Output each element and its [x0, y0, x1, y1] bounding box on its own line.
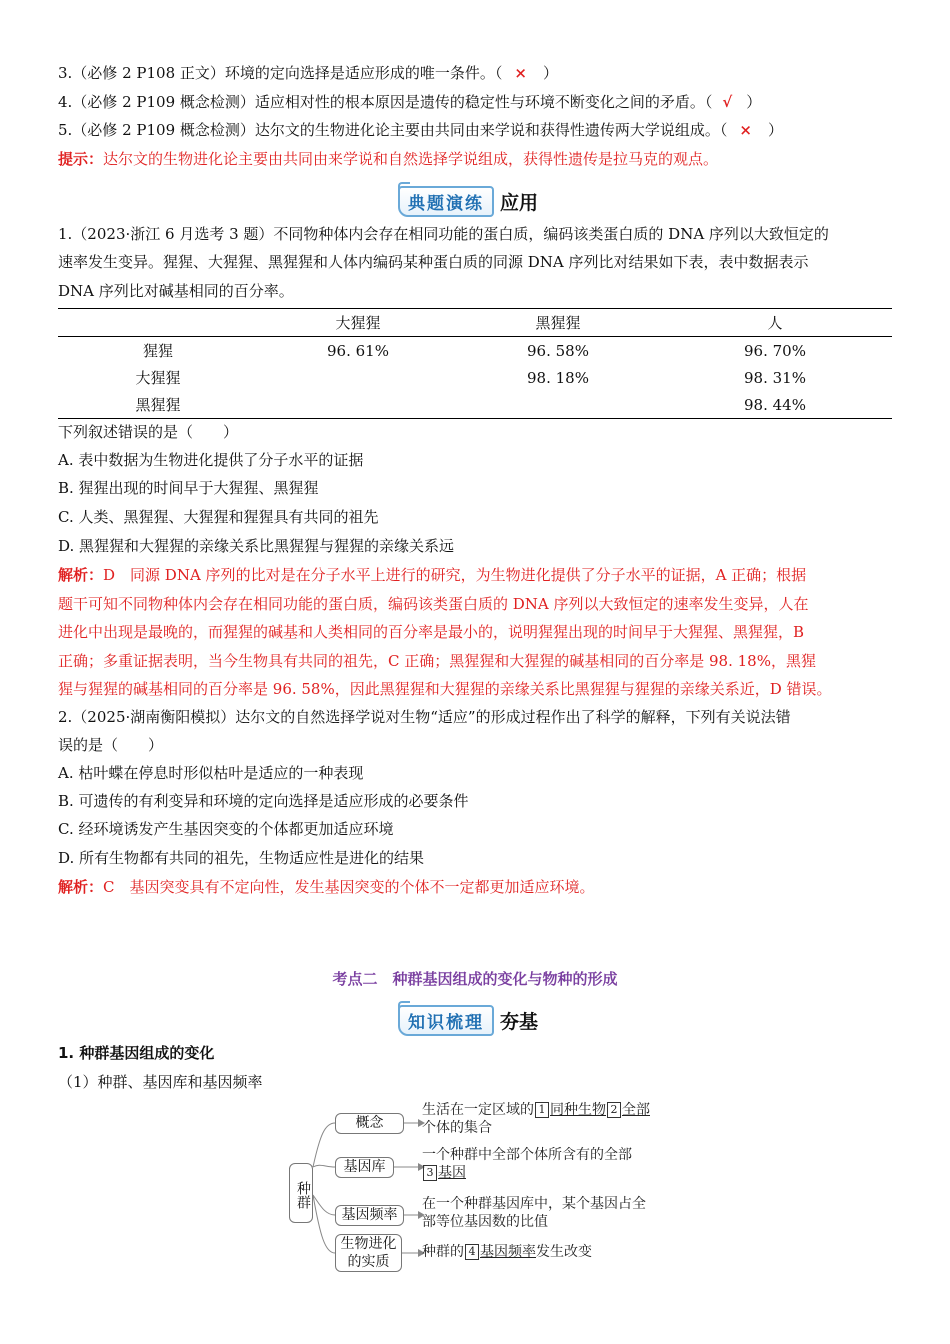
review-item-4: 4.（必修 2 P109 概念检测）适应相对性的根本原因是遗传的稳定性与环境不断变化之间的矛盾。（ √ ）	[58, 93, 762, 111]
table-cell: 98. 44%	[658, 391, 892, 419]
q1-analysis-line-5: 猩与猩猩的碱基相同的百分率是 96. 58%，因此黑猩猩和大猩猩的亲缘关系比黑猩猩与猩猩的亲缘关系近，D 错误。	[58, 680, 832, 698]
table-cell: 黑猩猩	[58, 391, 258, 419]
cross-mark: ×	[739, 121, 752, 139]
diagram-desc-evolution-essence: 种群的 4 基因频率发生改变	[422, 1244, 592, 1260]
q2-line-2: 误的是（ ）	[58, 736, 164, 754]
diagram-node-concept: 概念	[335, 1113, 404, 1134]
q2-line-1: 2.（2025·湖南衡阳模拟）达尔文的自然选择学说对生物“适应”的形成过程作出了科学的解释，下列有关说法错	[58, 708, 791, 726]
subheading-population: （1）种群、基因库和基因频率	[58, 1073, 263, 1091]
diagram-node-gene-pool: 基因库	[335, 1157, 394, 1178]
table-row	[58, 364, 892, 391]
q1-line-1: 1.（2023·浙江 6 月选考 3 题）不同物种体内会存在相同功能的蛋白质，编码该类蛋白质的 DNA 序列以大致恒定的	[58, 225, 829, 243]
dna-comparison-table	[58, 308, 892, 419]
diagram-node-gene-frequency: 基因频率	[335, 1205, 404, 1226]
table-cell: 大猩猩	[135, 369, 181, 387]
table-cell: 猩猩	[142, 342, 173, 360]
table-cell: 96. 61%	[327, 341, 389, 360]
table-row	[58, 337, 892, 365]
table-header-cell: 黑猩猩	[458, 309, 658, 337]
table-header-row	[58, 309, 892, 337]
q1-analysis-line-1: 解析：D 同源 DNA 序列的比对是在分子水平上进行的研究，为生物进化提供了分子水平的证据，A 正确；根据	[58, 566, 807, 584]
table-cell	[258, 364, 458, 391]
q1-analysis-line-2: 题干可知不同物种体内会存在相同功能的蛋白质，编码该类蛋白质的 DNA 序列以大致恒定的速率发生变异，人在	[58, 595, 809, 613]
diagram-node-evolution-essence: 生物进化的实质	[335, 1234, 402, 1272]
banner-knowledge-label: 知识梳理	[398, 1005, 494, 1036]
heading-gene-composition: 1. 种群基因组成的变化	[58, 1044, 215, 1062]
concept-diagram	[280, 1095, 680, 1285]
table-row	[58, 391, 892, 419]
q2-option-b: B. 可遗传的有利变异和环境的定向选择是适应形成的必要条件	[58, 792, 469, 810]
q1-option-c: C. 人类、黑猩猩、大猩猩和猩猩具有共同的祖先	[58, 508, 379, 526]
diagram-desc-gene-frequency: 在一个种群基因库中，某个基因占全 部等位基因数的比值	[422, 1196, 646, 1230]
q1-analysis-line-4: 正确；多重证据表明，当今生物具有共同的祖先，C 正确；黑猩猩和大猩猩的碱基相同的百分率是 98. 18%，黑猩	[58, 652, 816, 670]
q1-option-a: A. 表中数据为生物进化提供了分子水平的证据	[58, 451, 364, 469]
banner-knowledge	[398, 1005, 538, 1035]
check-mark: √	[722, 93, 733, 111]
table-cell: 98. 18%	[527, 368, 589, 387]
table-cell	[458, 391, 658, 419]
q2-option-c: C. 经环境诱发产生基因突变的个体都更加适应环境	[58, 820, 394, 838]
q1-option-b: B. 猩猩出现的时间早于大猩猩、黑猩猩	[58, 479, 319, 497]
review-item-3: 3.（必修 2 P108 正文）环境的定向选择是适应形成的唯一条件。（ × ）	[58, 64, 558, 82]
table-cell: 96. 70%	[744, 341, 806, 360]
table-cell	[258, 391, 458, 419]
banner-practice-tail: 应用	[500, 191, 539, 214]
table-cell: 96. 58%	[527, 341, 589, 360]
diagram-desc-gene-pool: 一个种群中全部个体所含有的全部 3 基因	[422, 1147, 632, 1181]
banner-knowledge-tail: 夯基	[500, 1010, 539, 1033]
diagram-desc-concept: 生活在一定区域的 1 同种生物 2 全部 个体的集合	[422, 1102, 650, 1136]
q2-option-a: A. 枯叶蝶在停息时形似枯叶是适应的一种表现	[58, 764, 364, 782]
q2-option-d: D. 所有生物都有共同的祖先，生物适应性是进化的结果	[58, 849, 425, 867]
diagram-root-population: 种群	[289, 1163, 313, 1223]
q1-line-3: DNA 序列比对碱基相同的百分率。	[58, 282, 294, 300]
q1-line-2: 速率发生变异。猩猩、大猩猩、黑猩猩和人体内编码某种蛋白质的同源 DNA 序列比对结果如下表，表中数据表示	[58, 253, 809, 271]
table-header-cell: 大猩猩	[258, 309, 458, 337]
hint: 提示：达尔文的生物进化论主要由共同由来学说和自然选择学说组成，获得性遗传是拉马克的观点。	[58, 150, 719, 168]
table-cell: 98. 31%	[744, 368, 806, 387]
table-header-cell: 人	[658, 309, 892, 337]
q2-analysis: 解析：C 基因突变具有不定向性，发生基因突变的个体不一定都更加适应环境。	[58, 878, 595, 896]
q1-option-d: D. 黑猩猩和大猩猩的亲缘关系比黑猩猩与猩猩的亲缘关系远	[58, 537, 455, 555]
q1-analysis-line-3: 进化中出现是最晚的，而猩猩的碱基和人类相同的百分率是最小的，说明猩猩出现的时间早于大猩猩、黑猩猩，B	[58, 623, 805, 641]
section-title: 考点二 种群基因组成的变化与物种的形成	[332, 970, 618, 988]
banner-practice-label: 典题演练	[398, 186, 494, 217]
review-item-5: 5.（必修 2 P109 概念检测）达尔文的生物进化论主要由共同由来学说和获得性遗传两大学说组成。（ × ）	[58, 121, 783, 139]
q1-stem: 下列叙述错误的是（ ）	[58, 423, 239, 441]
cross-mark: ×	[514, 64, 527, 82]
banner-practice	[398, 186, 538, 216]
